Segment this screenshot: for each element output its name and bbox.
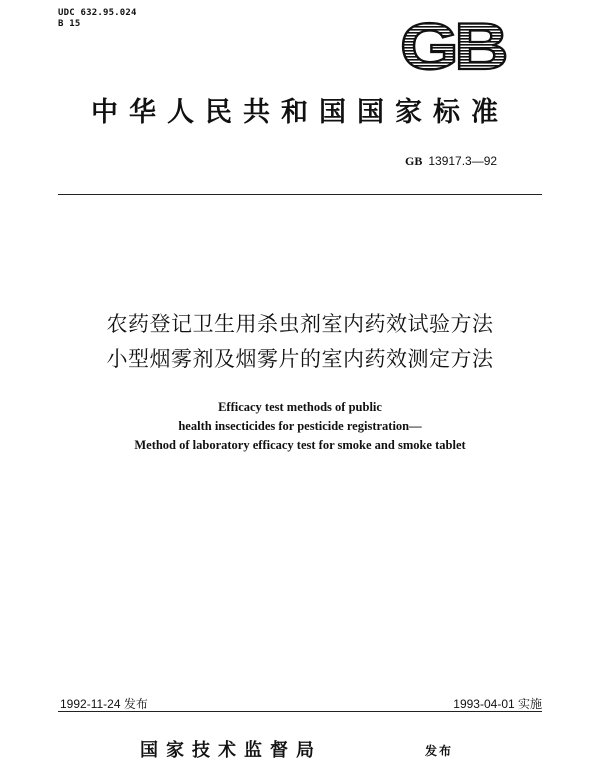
implementation-date: 1993-04-01 实施 xyxy=(453,697,542,711)
gb-logo xyxy=(398,20,508,72)
class-code: B 15 xyxy=(58,19,81,29)
top-divider xyxy=(58,194,542,195)
issue-date: 1992-11-24 发布 xyxy=(60,697,148,711)
title-cn-line-2: 小型烟雾剂及烟雾片的室内药效测定方法 xyxy=(106,347,494,371)
title-en-line-2: health insecticides for pesticide registration— xyxy=(178,419,422,433)
standard-code-number: 13917.3—92 xyxy=(428,154,498,168)
udc-code: UDC 632.95.024 xyxy=(58,8,137,18)
national-standard-heading: 中华人民共和国国家标准 xyxy=(91,97,509,128)
classification-codes xyxy=(58,8,137,30)
issuing-authority: 国家技术监督局 xyxy=(140,740,322,761)
publish-label: 发布 xyxy=(425,744,454,758)
title-cn-line-1: 农药登记卫生用杀虫剂室内药效试验方法 xyxy=(106,312,494,336)
standard-code-prefix: GB xyxy=(405,154,423,168)
gb-logo-letters: GB xyxy=(400,20,506,72)
standard-number xyxy=(405,154,497,168)
title-en-line-1: Efficacy test methods of public xyxy=(218,400,382,414)
title-en-line-3: Method of laboratory efficacy test for smoke and smoke tablet xyxy=(134,438,466,452)
bottom-divider xyxy=(58,711,542,712)
